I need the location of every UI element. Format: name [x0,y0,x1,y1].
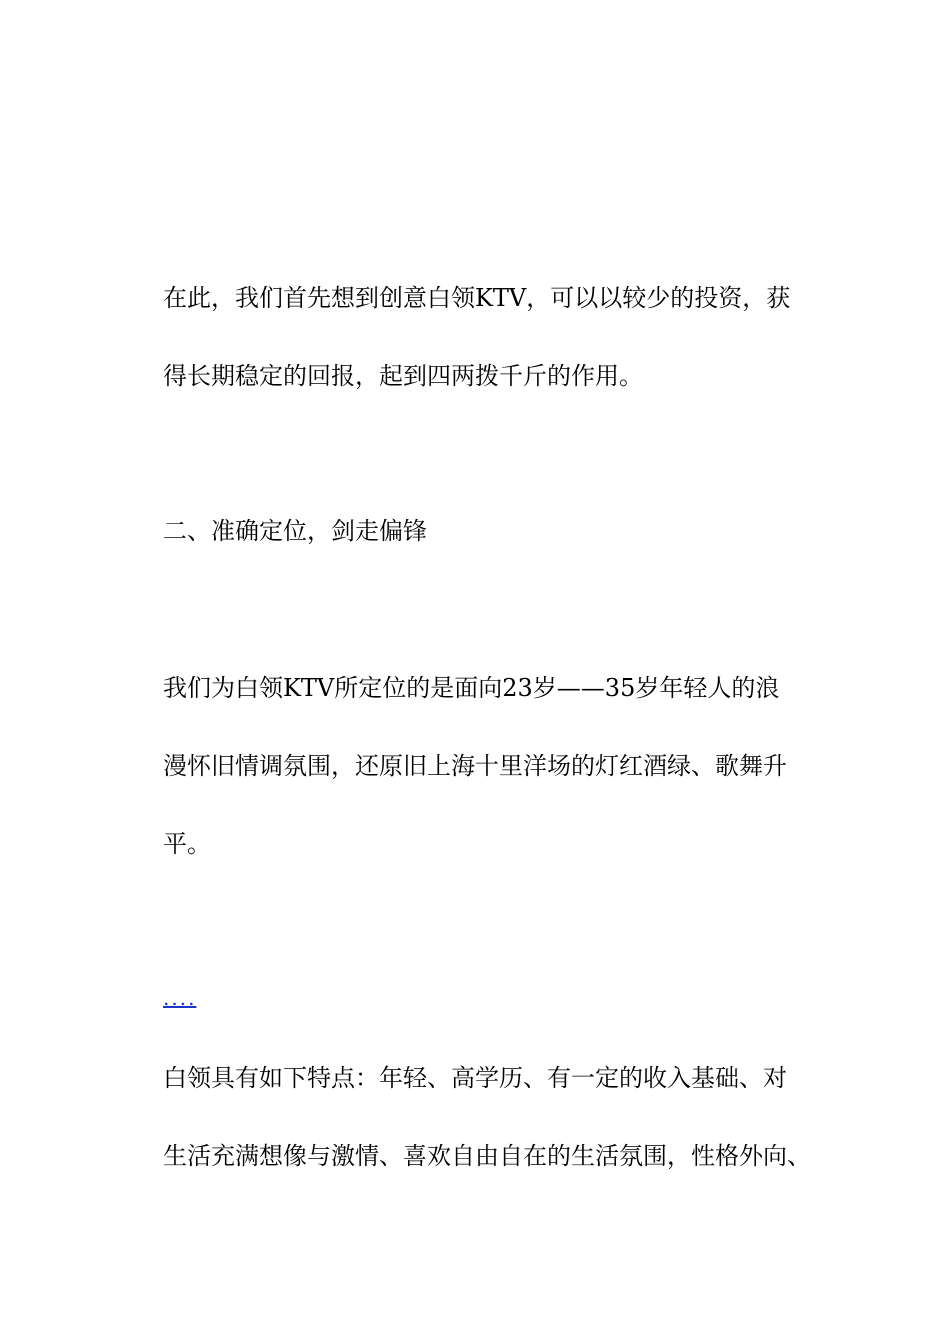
paragraph-line: 白领具有如下特点：年轻、高学历、有一定的收入基础、对 [163,1064,787,1092]
paragraph-line: 得长期稳定的回报，起到四两拨千斤的作用。 [163,362,643,390]
section-heading: 二、准确定位，剑走偏锋 [163,517,427,545]
ellipsis-link[interactable]: .... [163,986,197,1010]
paragraph-line: 漫怀旧情调氛围，还原旧上海十里洋场的灯红酒绿、歌舞升 [163,752,787,780]
paragraph-line: 平。 [163,830,211,858]
paragraph-line: 我们为白领KTV所定位的是面向23岁——35岁年轻人的浪 [163,674,780,702]
paragraph-line: 在此，我们首先想到创意白领KTV，可以以较少的投资，获 [163,284,791,312]
paragraph-line: 生活充满想像与激情、喜欢自由自在的生活氛围，性格外向、 [163,1142,811,1170]
